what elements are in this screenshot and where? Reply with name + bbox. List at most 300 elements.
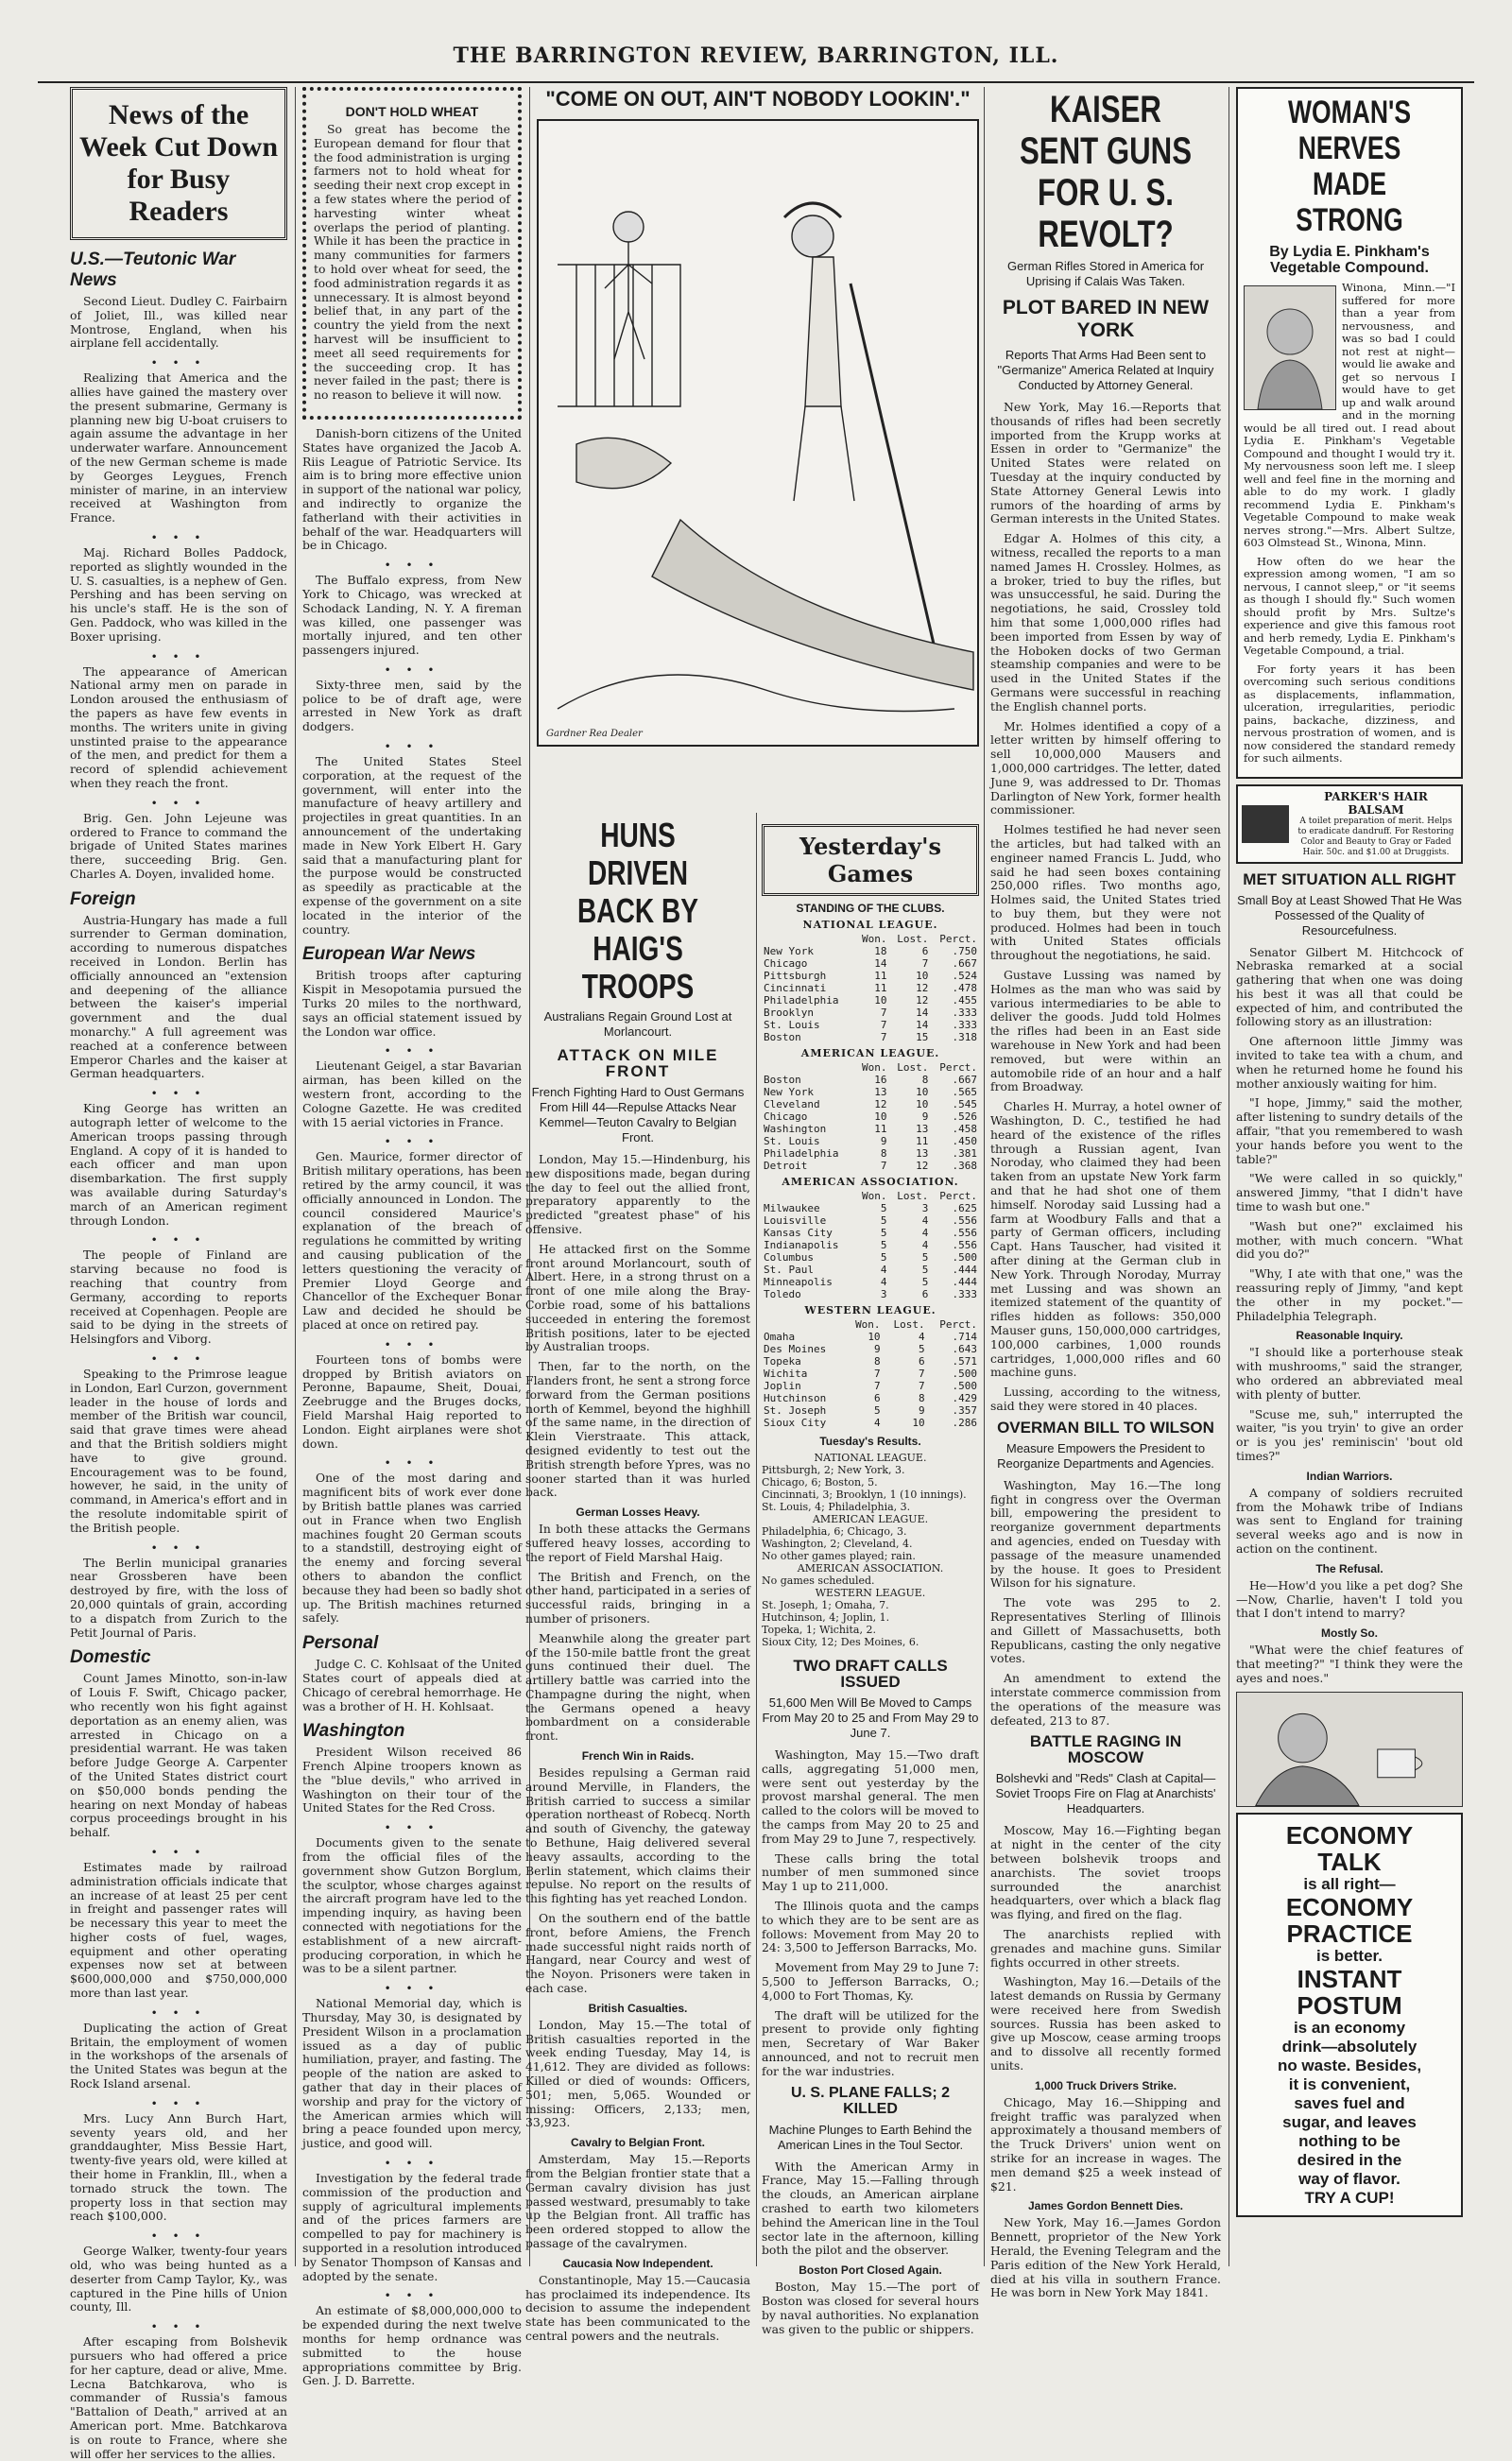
separator: • • • [150,1352,207,1366]
postum-illustration [1236,1692,1463,1807]
article-paragraph: The British and French, on the other hand, participated in a series of successful raids, bringing in a number of prisoners. [525,1569,750,1626]
article-paragraph: The people of Finland are starving because no food is reaching that country from Germany, according to reports received at Copenhagen. People are said to be dying in the streets of Helsingfors and Viborg. [70,1248,287,1347]
article-paragraph: One afternoon little Jimmy was invited to take tea with a chum, and when he returned home he found his mother anxiously waiting for him. [1236,1034,1463,1091]
article-paragraph: Constantinople, May 15.—Caucasia has proclaimed its independence. Its decision to assume the independent state has been communicated to the central powers and the neutrals. [525,2272,750,2343]
table-row [762,1098,979,1110]
table-cell: .444 [952,1264,977,1276]
headline: MET SITUATION ALL RIGHT [1243,869,1456,888]
article-paragraph: The United States Steel corporation, at the request of the government, will enter into the manufacture of heavy artillery and projectiles in great quantities. In an announcement of the undertaking made in New York Elbert H. Gary said that a manufacturing plant for the purpose would be constructed as speedily as practicable at the expense of the government on a site located in the interior of the country. [302,754,522,937]
table-row [762,1135,979,1147]
table-cell: 10 [874,1110,887,1123]
table-cell: 7 [880,1160,887,1172]
team-name: Sioux City [764,1417,827,1429]
table-cell: 11 [916,1135,929,1147]
table-cell: .524 [952,970,977,982]
table-cell: 12 [874,1098,887,1110]
article-paragraph: Austria-Hungary has made a full surrender to German domination, according to numerous dispatches received in London. Berlin has officially announced an "extension and deepening of the alliance between the kaiser's imperial government and the dual monarchy." A full agreement was reached at a conference between Emperor Charles and the kaiser at German headquarters. [70,912,287,1081]
table-cell: .750 [952,945,977,957]
ad-line: PRACTICE [1286,1919,1413,1948]
team-name: Indianapolis [764,1239,839,1251]
table-cell: 5 [921,1264,929,1276]
column-ads-anecdotes [1236,87,1463,2266]
separator: • • • [384,1135,440,1149]
article-paragraph: Gustave Lussing was named by Holmes as the man who was said by various intermediaries to be able to deliver the goods. Judd told Holmes the rifles had been in an East side warehouse in New York and had been removed, but were within an automobile ride of an hour and a half from Broadway. [990,968,1221,1094]
table-cell: .565 [952,1086,977,1098]
result-line: AMERICAN ASSOCIATION. [797,1562,944,1575]
table-cell: .500 [952,1368,977,1380]
ad-text: For forty years it has been overcoming such serious conditions as displacements, inflammation, ulceration, irregularities, periodic pains, backache, dizziness, and nervous prostration of women, and is now considered the standard remedy for such ailments. [1244,662,1455,765]
article-paragraph: An estimate of $8,000,000,000 to be expended during the next twelve months for hemp ordnance was submitted to the house appropriations committee by Brig. Gen. J. D. Barrette. [302,2303,522,2388]
section-heading: U.S.—Teutonic War News [70,250,236,290]
table-header-cell: Perct. [939,1318,977,1331]
table-row [762,1214,979,1227]
headline: PLOT BARED IN NEW YORK [1002,297,1210,341]
table-cell: .286 [952,1417,977,1429]
table-cell: .571 [952,1355,977,1368]
subheading: 1,000 Truck Drivers Strike. [1034,2078,1177,2092]
table-cell: .526 [952,1110,977,1123]
article-paragraph: "Scuse me, suh," interrupted the waiter, "is you tryin' to give an order or is you jes' reminiscin' 'bout old times?" [1236,1406,1463,1463]
table-cell: .625 [952,1202,977,1214]
article-paragraph: After escaping from Bolshevik pursuers who had offered a price for her capture, dead or alive, Mme. Lecna Batchkarova, who is commander of Russia's famous "Battalion of Death," arrived at an American port. Mme. Batchkarova is on route to France, where she will offer her services to the allies. [70,2334,287,2461]
team-name: Toledo [764,1288,801,1300]
table-cell: 9 [921,1110,929,1123]
table-cell: 9 [880,1135,887,1147]
result-line: Pittsburgh, 2; New York, 3. [762,1464,905,1476]
result-line: NATIONAL LEAGUE. [814,1452,927,1464]
table-cell: 6 [918,1355,925,1368]
team-name: Boston [764,1031,801,1043]
league-name: WESTERN LEAGUE. [804,1304,936,1317]
table-cell: 4 [921,1227,929,1239]
subheading: German Losses Heavy. [576,1506,700,1520]
separator: • • • [150,2096,207,2110]
ad-text: How often do we hear the expression among women, "I am so nervous, I cannot sleep," or "it seems as though I should fly." Such women should profit by Mrs. Sultze's experience and give this famous root and herb remedy, Lydia E. Pinkham's Vegetable Compound, a trial. [1244,554,1455,657]
standings-table [762,1061,979,1172]
column-news-briefs [70,87,287,2461]
table-cell: 11 [874,1123,887,1135]
team-name: New York [764,1086,814,1098]
result-line: Cincinnati, 3; Brooklyn, 1 (10 innings). [762,1489,967,1501]
separator: • • • [150,1540,207,1555]
result-line: St. Joseph, 1; Omaha, 7. [762,1599,889,1611]
table-header-row [762,1061,979,1074]
article-paragraph: Charles H. Murray, a hotel owner of Washington, D. C., testified he had heard of the existence of the rifles through a Russian agent, Ivan Noroday, who claimed they had been taken from an upstate New York farm and that he had shot one of them himself. Noroday said Lussing had a farm at Woodbury Falls and that a party of German officers, including Capt. Hans Tauscher, had visited it after dining at the German club in New York. Through Noroday, Murray met Lussing and was shown an itemized statement of the quantity of rifles hidden as follows: 350,000 Mauser guns, 150,000,000 cartridges, 100,000 carbines, 1,000 rounds cartridges, 1,000,000 rifles and 60 machine guns. [990,1099,1221,1380]
table-cell: 10 [916,1098,929,1110]
separator: • • • [384,1337,440,1351]
table-header-row [762,1318,979,1331]
column-huns-driven-back [525,813,750,2343]
article-paragraph: Senator Gilbert M. Hitchcock of Nebraska remarked at a social gathering that when one was doing his best it was all that could be expected of him, and contributed the following story as an illustration: [1236,944,1463,1029]
table-row [762,1227,979,1239]
article-paragraph: British troops after capturing Kispit in Mesopotamia pursued the Turks 20 miles to the northward, says an official statement issued by the London war office. [302,968,522,1039]
article-paragraph: Then, far to the north, on the Flanders front, he sent a strong force forward from the German positions north of Kemmel, beyond the highhill of the same name, in the direction of Klein Vierstraate. This attack, designed evidently to test out the British strength before Ypres, was no sooner started than it was hurled back. [525,1359,750,1500]
table-cell: .368 [952,1160,977,1172]
table-cell: .333 [952,1019,977,1031]
league-name: AMERICAN ASSOCIATION. [782,1176,959,1188]
article-paragraph: The appearance of American National army men on parade in London aroused the enthusiasm of the papers as have few events in months. The writers unite in giving unstinted praise to the appearance of the men, and predict for them a record of splendid achievement when they reach the front. [70,663,287,790]
result-line: No games scheduled. [762,1575,875,1587]
table-cell: 7 [880,1007,887,1019]
news-briefs-title: News of the Week Cut Down for Busy Readers [70,87,287,240]
table-cell: .478 [952,982,977,994]
table-cell: 4 [880,1264,887,1276]
table-header-cell: Won. [862,1190,887,1202]
subheading: The Refusal. [1315,1561,1383,1575]
table-header-cell: Won. [862,933,887,945]
table-header-cell: Perct. [939,1061,977,1074]
headline: OVERMAN BILL TO WILSON [997,1418,1214,1437]
table-cell: 8 [918,1392,925,1404]
section-heading: Personal [302,1633,379,1654]
result-line: Sioux City, 12; Des Moines, 6. [762,1636,919,1648]
table-cell: 14 [916,1019,929,1031]
postum-ad-text [1246,1822,1453,2208]
ad-line: is an economy [1293,2018,1406,2037]
table-row [762,1404,979,1417]
table-cell: 4 [918,1331,925,1343]
league-name: NATIONAL LEAGUE. [802,919,938,931]
headline: HUNS DRIVEN BACK BY HAIG'S TROOPS [577,816,698,1006]
article-paragraph: He—How'd you like a pet dog? She—Now, Charlie, haven't I told you that I don't intend to marry? [1236,1577,1463,1621]
table-cell: 13 [874,1086,887,1098]
article-paragraph: These calls bring the total number of men summoned since May 1 up to 211,000. [762,1850,979,1894]
ad-line: INSTANT [1297,1964,1402,1993]
table-cell: 14 [916,1007,929,1019]
standings-table [762,1318,979,1429]
separator: • • • [150,530,207,544]
article-paragraph: Brig. Gen. John Lejeune was ordered to France to command the brigade of United States marines there, succeeding Brig. Gen. Charles A. Doyen, invalided home. [70,810,287,881]
table-cell: .714 [952,1331,977,1343]
table-cell: 8 [921,1074,929,1086]
article-paragraph: Count James Minotto, son-in-law of Louis F. Swift, Chicago packer, who recently won his fight against deportation as an enemy alien, was arrested in Chicago on a presidential warrant. He was taken before Judge George A. Carpenter of the United States district court on $50,000 bonds pending the hearing on next Monday of habeas corpus proceedings brought in his behalf. [70,1671,287,1840]
table-cell: .333 [952,1288,977,1300]
article-paragraph: Documents given to the senate from the official files of the government show Gutzon Borglum, the sculptor, whose charges against the aircraft program have led to the impending inquiry, as having been connected with negotiations for the establishment of a new aircraft-producing corporation, in which he was to be a silent partner. [302,1835,522,1976]
separator: • • • [384,740,440,754]
table-cell: .455 [952,994,977,1007]
article-paragraph: Lussing, according to the witness, said they were stored in 40 places. [990,1385,1221,1413]
table-cell: .556 [952,1214,977,1227]
result-line: WESTERN LEAGUE. [815,1587,926,1599]
team-name: Cleveland [764,1098,820,1110]
article-paragraph: Lieutenant Geigel, a star Bavarian airman, has been killed on the western front, according to the Cologne Gazette. He was credited with 15 aerial victories in France. [302,1058,522,1129]
column-rule [1228,87,1229,2266]
table-header-cell: Lost. [897,1190,929,1202]
separator: • • • [150,356,207,370]
separator: • • • [150,1087,207,1101]
ad-subheadline: By Lydia E. Pinkham's Vegetable Compound. [1269,244,1430,276]
article-paragraph: The Berlin municipal granaries near Grossberen have been destroyed by fire, with the loss of 20,000 quintals of grain, according to a dispatch from Zurich to the Petit Journal of Paris. [70,1555,287,1640]
article-paragraph: Holmes testified he had never seen the articles, but had talked with an engineer named Francis L. Judd, who said he had seen boxes containing 250,000 rifles. Two months ago, Holmes said, the United States tried to buy them, but they were not produced. Holmes had been in touch with United States officials throughout the negotiations, he said. [990,822,1221,963]
table-cell: .556 [952,1227,977,1239]
article-paragraph: Mr. Holmes identified a copy of a letter written by himself offering to sell 10,000,000 Mausers and 1,000,000 cartridges. The letter, dated June 9, was addressed to Dr. Thomas Darlington of New York, former health commissioner. [990,718,1221,817]
table-cell: 7 [880,1031,887,1043]
column-news-briefs-2 [302,87,522,2388]
headline: KAISER SENT GUNS FOR U. S. REVOLT? [1019,89,1193,255]
cartoon-drawing [539,121,977,745]
ad-line: saves fuel and [1294,2093,1405,2112]
subheading: Reasonable Inquiry. [1296,1329,1403,1343]
results-list [762,1452,979,1648]
table-cell: .333 [952,1007,977,1019]
separator: • • • [150,2229,207,2244]
article-paragraph: Amsterdam, May 15.—Reports from the Belgian frontier state that a German cavalry division has just passed westward, presumably to take up the Belgian front. All traffic has been ordered stopped to allow the passage of the cavalrymen. [525,2152,750,2250]
standings-table [762,1190,979,1300]
table-cell: 13 [916,1123,929,1135]
table-cell: 15 [916,1031,929,1043]
ad-line: nothing to be [1298,2131,1400,2150]
article-paragraph: Meanwhile along the greater part of the 150-mile battle front the great guns continued their duel. The artillery battle was carried into the Champagne during the night, when the Germans opened a heavy bombardment on a considerable front. [525,1630,750,1744]
table-cell: 7 [873,1368,881,1380]
table-cell: 4 [921,1239,929,1251]
pinkham-advertisement [1236,87,1463,779]
table-cell: 6 [921,945,929,957]
table-row [762,1331,979,1343]
table-cell: .450 [952,1135,977,1147]
result-line: Philadelphia, 6; Chicago, 3. [762,1525,907,1538]
ad-line: ECONOMY [1285,1820,1414,1850]
table-cell: 10 [874,994,887,1007]
team-name: Chicago [764,1110,808,1123]
table-cell: 5 [921,1251,929,1264]
table-row [762,1264,979,1276]
article-paragraph: Maj. Richard Bolles Paddock, reported as slightly wounded in the U. S. casualties, is a nephew of Gen. Pershing and has been serving on his uncle's staff. He is the son of Gen. Paddock, who was killed in the Boxer uprising. [70,544,287,644]
article-paragraph: Fourteen tons of bombs were dropped by British aviators on Peronne, Bapaume, Sheit, Douai, Zeebrugge and the Bruges docks, Field Marshal Haig reported to London. Eight airplanes were shot down. [302,1351,522,1451]
article-paragraph: President Wilson received 86 French Alpine troopers known as the "blue devils," who arrived in Washington on their tour of the United States for the Red Cross. [302,1745,522,1816]
ad-headline: WOMAN'S NERVES MADE STRONG [1287,95,1412,238]
result-line: Topeka, 1; Wichita, 2. [762,1624,876,1636]
table-cell: 5 [921,1276,929,1288]
article-paragraph: Estimates made by railroad administration officials indicate that an increase of at least 25 per cent in freight and passenger rates will be necessary this year to meet the higher costs of fuel, wages, equipment and other operating expenses now set at between $600,000,000 and $750,000,000 more than last year. [70,1859,287,2001]
ad-line: ECONOMY [1285,1892,1414,1921]
team-name: Columbus [764,1251,814,1264]
table-row [762,982,979,994]
table-row [762,1251,979,1264]
standings-table [762,933,979,1043]
subheading: James Gordon Bennett Dies. [1027,2199,1184,2213]
team-name: Boston [764,1074,801,1086]
team-name: Omaha [764,1331,796,1343]
team-name: Brooklyn [764,1007,814,1019]
team-name: St. Paul [764,1264,814,1276]
article-paragraph: One of the most daring and magnificent bits of work ever done by British battle planes was carried out in France when two English machines fought 20 German scouts to a standstill, destroying eight of the enemy and forcing several others to abandon the conflict because they had been so badly shot up. The British machines returned safely. [302,1471,522,1626]
article-paragraph: Investigation by the federal trade commission of the production and supply of agricultural implements and of the prices farmers are compelled to pay for machinery is supported in a resolution introduced by Senator Thompson of Kansas and adopted by the senate. [302,2171,522,2283]
article-paragraph: Movement from May 29 to June 7: 5,500 to Jefferson Barracks, O.; 4,000 to Fort Thomas, Ky. [762,1960,979,2003]
result-line: Hutchinson, 4; Joplin, 1. [762,1611,890,1624]
article-paragraph: London, May 15.—The total of British casualties reported in the week ending Tuesday, May 14, is 41,612. They are divided as follows: Killed or died of wounds: Officers, 501; men, 5,065. Wounded or missing: Officers, 2,133; men, 33,923. [525,2017,750,2130]
separator: • • • [384,1044,440,1058]
table-cell: .667 [952,1074,977,1086]
column-kaiser-guns [990,87,1221,2300]
headline: U. S. PLANE FALLS; 2 KILLED [790,2084,950,2117]
article-paragraph: Edgar A. Holmes of this city, a witness, recalled the reports to a man named James H. Crossley. Holmes, as a broker, tried to buy the rifles, but was unsuccessful, he said. During the negotiations, he said, Crossley told him that some 1,000,000 rifles had been imported from Essen by way of the Hoboken docks of two German steamship companies and were to be used in the United States if the Germans were successful in reaching the English channel ports. [990,531,1221,714]
ad-text: A toilet preparation of merit. Helps to eradicate dandruff. For Restoring Color and Beauty to Gray or Faded Hair. 50c. and $1.00 at Druggists. [1297,816,1454,857]
table-cell: .500 [952,1251,977,1264]
deck: Bolshevki and "Reds" Clash at Capital—Soviet Troops Fire on Flag at Anarchists' Headquarters. [995,1771,1216,1816]
section-heading: Washington [302,1721,405,1742]
table-cell: 5 [880,1227,887,1239]
team-name: St. Louis [764,1019,820,1031]
ad-line: TALK [1317,1847,1382,1876]
table-cell: .667 [952,957,977,970]
table-cell: 10 [912,1417,925,1429]
article-paragraph: He attacked first on the Somme front around Morlancourt, south of Albert. Here, in a strong thrust on a front of one mile along the Bray-Corbie road, some of his battalions succeeded in entering the foremost British positions, later to be ejected by Australian troops. [525,1241,750,1354]
article-paragraph: The anarchists replied with grenades and machine guns. Similar fights occurred in other streets. [990,1926,1221,1970]
article-paragraph: "Why, I ate with that one," was the reassuring reply of Jimmy, "and kept the other in my pocket."—Philadelphia Telegraph. [1236,1266,1463,1323]
separator: • • • [384,2289,440,2303]
deck: Reports That Arms Had Been sent to "Germanize" America Related at Inquiry Conducted by Attorney General. [997,348,1214,392]
headline: BATTLE RAGING IN MOSCOW [1029,1732,1182,1767]
table-cell: 11 [874,970,887,982]
separator: • • • [384,1821,440,1835]
article-paragraph: Moscow, May 16.—Fighting began at night in the center of the city between bolshevik troops and anarchists. The soviet troops surrounded the anarchist headquarters, over which a black flag was flying, and fired on the flag. [990,1823,1221,1922]
article-paragraph: On the southern end of the battle front, before Amiens, the French made successful night raids north of Hangard, near Courcy and west of the Noyon. Prisoners were taken in each case. [525,1911,750,1996]
team-name: St. Louis [764,1135,820,1147]
table-header-cell: Perct. [939,933,977,945]
table-cell: .381 [952,1147,977,1160]
table-cell: 6 [873,1392,881,1404]
table-header-cell [762,1318,846,1331]
article-paragraph: An amendment to extend the interstate commerce commission from the operations of the measure was defeated, 213 to 87. [990,1671,1221,1728]
table-cell: 12 [916,982,929,994]
deck: Measure Empowers the President to Reorganize Departments and Agencies. [997,1440,1214,1471]
dont-hold-wheat-box [302,87,522,420]
team-name: Cincinnati [764,982,827,994]
table-cell: 4 [880,1276,887,1288]
table-cell: 5 [880,1214,887,1227]
article-paragraph: Second Lieut. Dudley C. Fairbairn of Joliet, Ill., was killed near Montrose, England, when his airplane fell accidentally. [70,294,287,351]
column-rule [984,87,985,2266]
table-row [762,1392,979,1404]
table-cell: .357 [952,1404,977,1417]
table-cell: 4 [873,1417,881,1429]
section-heading: Domestic [70,1647,151,1668]
table-row [762,1355,979,1368]
team-name: Pittsburgh [764,970,827,982]
deck: Small Boy at Least Showed That He Was Possessed of the Quality of Resourcefulness. [1237,892,1462,938]
article-paragraph: Mrs. Lucy Ann Burch Hart, seventy years old, and her granddaughter, Miss Bessie Hart, twenty-five years old, were killed at their home in Franklin, Ill., when a tornado struck the town. The property loss in that section may reach $100,000. [70,2110,287,2224]
separator: • • • [150,796,207,810]
table-header-cell: Lost. [897,933,929,945]
ad-text: Winona, Minn.—"I suffered for more than a year from nervousness, and was so bad I could not rest at night—would lie awake and get so nervous I would have to get up and walk around and in the morning would be all tired out. I read about Lydia E. Pinkham's Vegetable Compound and thought I would try it. My nervousness soon left me. I sleep well and feel fine in the morning and able to do my work. I gladly recommend Lydia E. Pinkham's Vegetable Compound to make weak nerves strong."—Mrs. Albert Sultze, 603 Olmstead St., Winona, Minn. [1244,281,1455,549]
table-row [762,1074,979,1086]
table-row [762,1417,979,1429]
team-name: Philadelphia [764,1147,839,1160]
article-paragraph: Realizing that America and the allies have gained the mastery over the present submarine, Germany is planning new big U-boat cruisers to again assume the advantage in her underwater warfare. Announcement of the new German scheme is made by Georges Leygues, French minister of marine, in an interview received at Washington from France. [70,370,287,525]
article-paragraph: Boston, May 15.—The port of Boston was closed for several hours by naval authorities. No explanation was given to the public or shippers. [762,2280,979,2336]
article-paragraph: King George has written an autograph letter of welcome to the American troops passing through England. A copy of it is handed to each officer and man upon disembarkation. The first supply was available during Saturday's march of an American regiment through London. [70,1101,287,1228]
parkers-hair-balsam-ad [1236,784,1463,864]
table-cell: 7 [880,1019,887,1031]
table-row [762,1160,979,1172]
table-cell: 9 [918,1404,925,1417]
table-cell: .545 [952,1098,977,1110]
table-cell: 12 [916,994,929,1007]
table-cell: .500 [952,1380,977,1392]
table-cell: 3 [921,1202,929,1214]
separator: • • • [384,1982,440,1996]
separator: • • • [150,649,207,663]
subheading: Boston Port Closed Again. [799,2263,942,2278]
standing-title: STANDING OF THE CLUBS. [796,902,945,915]
table-header-cell: Perct. [939,1190,977,1202]
article-paragraph: Washington, May 16.—The long fight in congress over the Overman bill, empowering the president to reorganize government departments and agencies, ended on Tuesday with passage of the measure unamended by the house. It goes to President Wilson for his signature. [990,1477,1221,1591]
ad-image [1242,805,1289,843]
table-cell: .318 [952,1031,977,1043]
separator: • • • [384,663,440,677]
table-header-cell [762,1061,855,1074]
article-paragraph: The vote was 295 to 2. Representatives Sterling of Illinois and Gillett of Massachusetts, both Republicans, casting the only negative votes. [990,1595,1221,1666]
team-name: Kansas City [764,1227,833,1239]
table-cell: 3 [880,1288,887,1300]
table-row [762,957,979,970]
table-cell: 14 [874,957,887,970]
table-row [762,1110,979,1123]
article-paragraph: "What were the chief features of that meeting?" "I think they were the ayes and noes." [1236,1643,1463,1685]
box-text: So great has become the European demand for flour that the food administration is urging farmers not to hold wheat for seeding their next crop except in a few states where the period of harvesting winter wheat overlaps the period of planting. While it has been the practice in many communities for farmers to hold over wheat for seed, the food administration regards it as unnecessary. It is almost beyond belief that, in any part of the country the yield from the next harvest will be insufficient to meet all seed requirements for the succeeding crop. It has never failed in the past; there is no reason to believe it will now. [314,122,510,403]
team-name: Topeka [764,1355,801,1368]
article-paragraph: George Walker, twenty-four years old, who was being hunted as a deserter from Camp Taylor, Ky., was captured in the Pine hills of Union county, Ill. [70,2244,287,2315]
table-header-cell: Lost. [893,1318,925,1331]
table-row [762,945,979,957]
table-row [762,994,979,1007]
table-row [762,1276,979,1288]
table-row [762,1239,979,1251]
result-line: Chicago, 6; Boston, 5. [762,1476,878,1489]
table-cell: .458 [952,1123,977,1135]
table-header-cell [762,1190,855,1202]
article-paragraph: New York, May 16.—James Gordon Bennett, proprietor of the New York Herald, the Evening Telegram and the Paris edition of the New York Herald, died at his villa in southern France. He was born in New York May 1841. [990,2215,1221,2300]
deck: Machine Plunges to Earth Behind the American Lines in the Toul Sector. [768,2122,972,2152]
article-paragraph: "I should like a porterhouse steak with mushrooms," said the stranger, who ordered an abbreviated meal with plenty of butter. [1236,1345,1463,1402]
table-cell: 5 [880,1239,887,1251]
team-name: New York [764,945,814,957]
box-title: DON'T HOLD WHEAT [345,104,479,119]
headline: ATTACK ON MILE FRONT [557,1046,719,1080]
section-heading: European War News [302,944,476,965]
result-line: AMERICAN LEAGUE. [812,1513,929,1525]
table-cell: 13 [916,1147,929,1160]
table-header-row [762,1190,979,1202]
team-name: Milwaukee [764,1202,820,1214]
table-cell: 7 [873,1380,881,1392]
table-cell: 16 [874,1074,887,1086]
table-row [762,1019,979,1031]
ad-headline: PARKER'S HAIR BALSAM [1324,789,1428,817]
league-name: AMERICAN LEAGUE. [800,1047,940,1059]
table-cell: 4 [921,1214,929,1227]
result-line: No other games played; rain. [762,1550,916,1562]
table-cell: 9 [873,1343,881,1355]
deck: Australians Regain Ground Lost at Morlancourt. [543,1009,732,1039]
table-cell: 7 [918,1368,925,1380]
column-sports-draft [762,813,979,2336]
table-row [762,1123,979,1135]
section-heading: Foreign [70,888,136,909]
ad-line: sugar, and leaves [1282,2112,1417,2131]
subheading: British Casualties. [588,2001,688,2015]
headline: TWO DRAFT CALLS ISSUED [793,1657,948,1691]
table-cell: 6 [921,1288,929,1300]
article-paragraph: Sixty-three men, said by the police to be of draft age, were arrested in New York as draft dodgers. [302,677,522,734]
subheading: Caucasia Now Independent. [562,2256,713,2270]
portrait-image [1244,285,1336,410]
article-paragraph: The Illinois quota and the camps to which they are to be sent are as follows: Movement from May 20 to 24: 3,500 to Jefferson Barracks, Mo. [762,1898,979,1955]
article-paragraph: New York, May 16.—Reports that thousands of rifles had been secretly imported from the Krupp works at Essen in order to "Germanize" the United States were related on Tuesday at the inquiry conducted by State Attorney General Lewis into rumors of the hoarding of arms by German interests in the United States. [990,400,1221,526]
article-paragraph: "I hope, Jimmy," said the mother, after listening to sundry details of the affair, "that you remembered to wash your hands before you went to the table?" [1236,1095,1463,1166]
ad-line: is better. [1316,1946,1383,1965]
ad-line: desired in the [1297,2150,1402,2169]
